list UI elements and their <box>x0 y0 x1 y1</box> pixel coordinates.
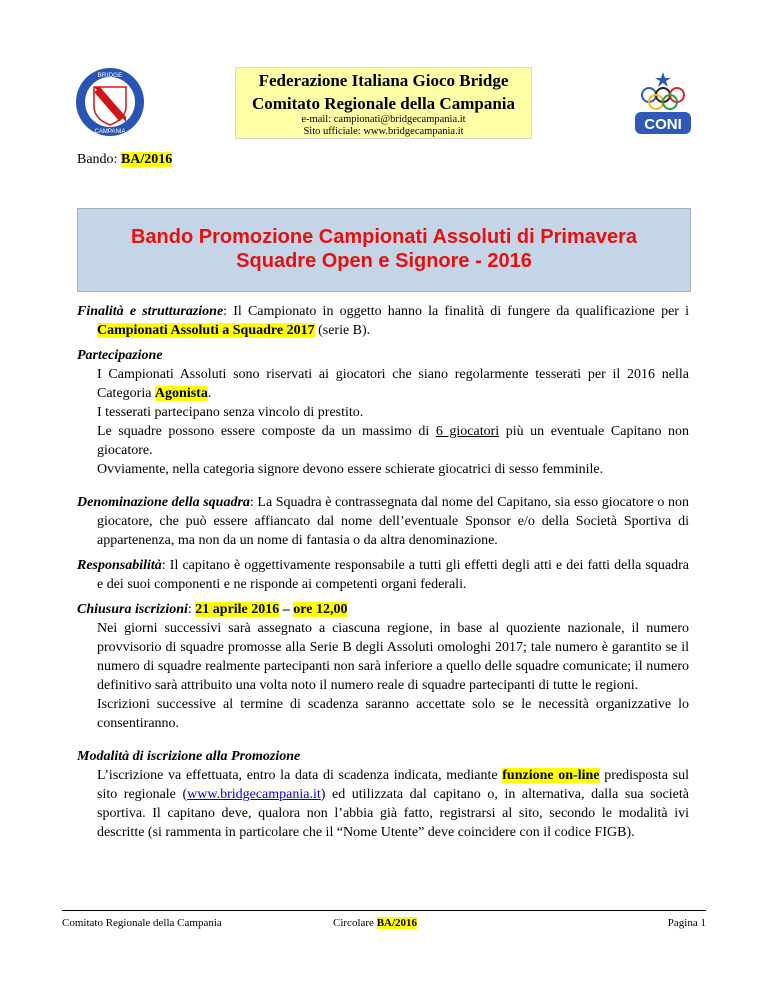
document-body <box>77 296 689 842</box>
modalita-t3: ) ed utilizzata dal capitano o, in alternativa, dalla sua società sportiva. Il capitano deve, qualora non l’abbia già fatto, registrarsi al sito, secondo le modalità ivi descritte (si rammenta in particolare che il “Nome Utente” deve coincidere con il codice FIGB). <box>97 787 689 840</box>
coni-logo-text: CONI <box>644 116 682 133</box>
bando-label: Bando: <box>77 152 118 167</box>
section-chiusura <box>77 600 689 733</box>
modalita-paragraph <box>77 766 689 842</box>
section-finalita <box>77 302 689 340</box>
header-title-federazione: Federazione Italiana Gioco Bridge <box>258 71 509 90</box>
title-line-1: Bando Promozione Campionati Assoluti di Primavera <box>130 226 637 248</box>
title-box <box>77 208 691 292</box>
partecipazione-p3 <box>77 422 689 460</box>
footer-circolare <box>333 917 417 929</box>
section-partecipazione <box>77 346 689 479</box>
footer-left: Comitato Regionale della Campania <box>62 917 222 929</box>
chiusura-time: ore 12,00 <box>293 602 348 617</box>
chiusura-date: 21 aprile 2016 <box>195 602 280 617</box>
heading-denominazione: Denominazione della squadra <box>77 495 250 510</box>
partecipazione-p1 <box>77 365 689 403</box>
finalita-highlight: Campionati Assoluti a Squadre 2017 <box>97 323 315 338</box>
partecipazione-p4: Ovviamente, nella categoria signore devono essere schierate giocatrici di sesso femminile. <box>97 462 604 477</box>
bando-reference <box>77 152 172 168</box>
header-title-comitato: Comitato Regionale della Campania <box>251 94 516 113</box>
heading-responsabilita: Responsabilità <box>77 558 162 573</box>
logo-text-bridge: BRIDGE <box>97 72 123 79</box>
footer-divider <box>62 910 706 911</box>
partecipazione-p3-a: Le squadre possono essere composte da un massimo di <box>97 424 436 439</box>
footer-circ-code: BA/2016 <box>376 917 418 929</box>
chiusura-colon: : <box>187 602 196 617</box>
agonista-highlight: Agonista <box>154 386 208 401</box>
modalita-t2: predisposta sul sito regionale ( <box>97 768 689 802</box>
footer-circ-label: Circolare <box>333 917 377 929</box>
finalita-text-1: : Il Campionato in oggetto hanno la finalità di fungere da qualificazione per i <box>223 304 690 319</box>
logo-text-campania: CAMPANIA <box>94 129 126 135</box>
partecipazione-p2: I tesserati partecipano senza vincolo di prestito. <box>97 405 364 420</box>
heading-partecipazione: Partecipazione <box>77 348 163 363</box>
chiusura-dash: – <box>279 602 294 617</box>
partecipazione-p3-b: più un eventuale Capitano non giocatore. <box>97 424 689 458</box>
bando-code: BA/2016 <box>120 152 173 167</box>
partecipazione-p1-text: I Campionati Assoluti sono riservati ai giocatori che siano regolarmente tesserati per il 2016 nella Categoria <box>97 367 689 401</box>
bridge-campania-logo <box>74 66 146 138</box>
footer-page-number: Pagina 1 <box>667 917 706 929</box>
section-modalita <box>77 747 689 842</box>
bridgecampania-link[interactable]: www.bridgecampania.it <box>187 787 321 802</box>
header-email: e-mail: campionati@bridgecampania.it <box>301 114 466 125</box>
modalita-t1: L’iscrizione va effettuata, entro la data di scadenza indicata, mediante <box>97 768 503 783</box>
chiusura-p2: Iscrizioni successive al termine di scadenza saranno accettate solo se le necessità organizzative lo consentiranno. <box>97 697 689 731</box>
section-denominazione <box>77 493 689 550</box>
header-box <box>235 67 532 139</box>
partecipazione-p3-underline: 6 giocatori <box>435 424 500 439</box>
partecipazione-p1-end: . <box>207 386 212 401</box>
finalita-text-2: (serie B). <box>314 323 371 338</box>
coni-logo <box>628 70 698 140</box>
denominazione-text: : La Squadra è contrassegnata dal nome del Capitano, sia esso giocatore o non giocatore, che può essere affiancato dal nome dell’eventuale Sponsor e/o della Società Sportiva di appartenenza, ma non da un nome di fantasia o da altra denominazione. <box>97 495 689 548</box>
heading-finalita: Finalità e strutturazione <box>77 304 224 319</box>
title-line-2: Squadre Open e Signore - 2016 <box>236 250 532 272</box>
section-responsabilita <box>77 556 689 594</box>
funzione-online-highlight: funzione on-line <box>502 768 600 783</box>
header-site: Sito ufficiale: www.bridgecampania.it <box>303 126 464 137</box>
heading-modalita: Modalità di iscrizione alla Promozione <box>77 749 301 764</box>
heading-chiusura: Chiusura iscrizioni <box>77 602 188 617</box>
chiusura-p1: Nei giorni successivi sarà assegnato a ciascuna regione, in base al quoziente nazionale, il numero provvisorio di squadre promosse alla Serie B degli Assoluti omologhi 2017; tale numero è garantito se il numero di squadre realmente partecipanti non sarà inferiore a quello delle squadre comunicate; il numero definitivo sarà attribuito una volta noto il numero reale di squadre partecipanti di tutte le regioni. <box>97 621 689 693</box>
responsabilita-text: : Il capitano è oggettivamente responsabile a tutti gli effetti degli atti e dei fatti della squadra e dei suoi componenti e ne risponde ai competenti organi federali. <box>97 558 689 592</box>
chiusura-heading-line <box>77 600 689 619</box>
